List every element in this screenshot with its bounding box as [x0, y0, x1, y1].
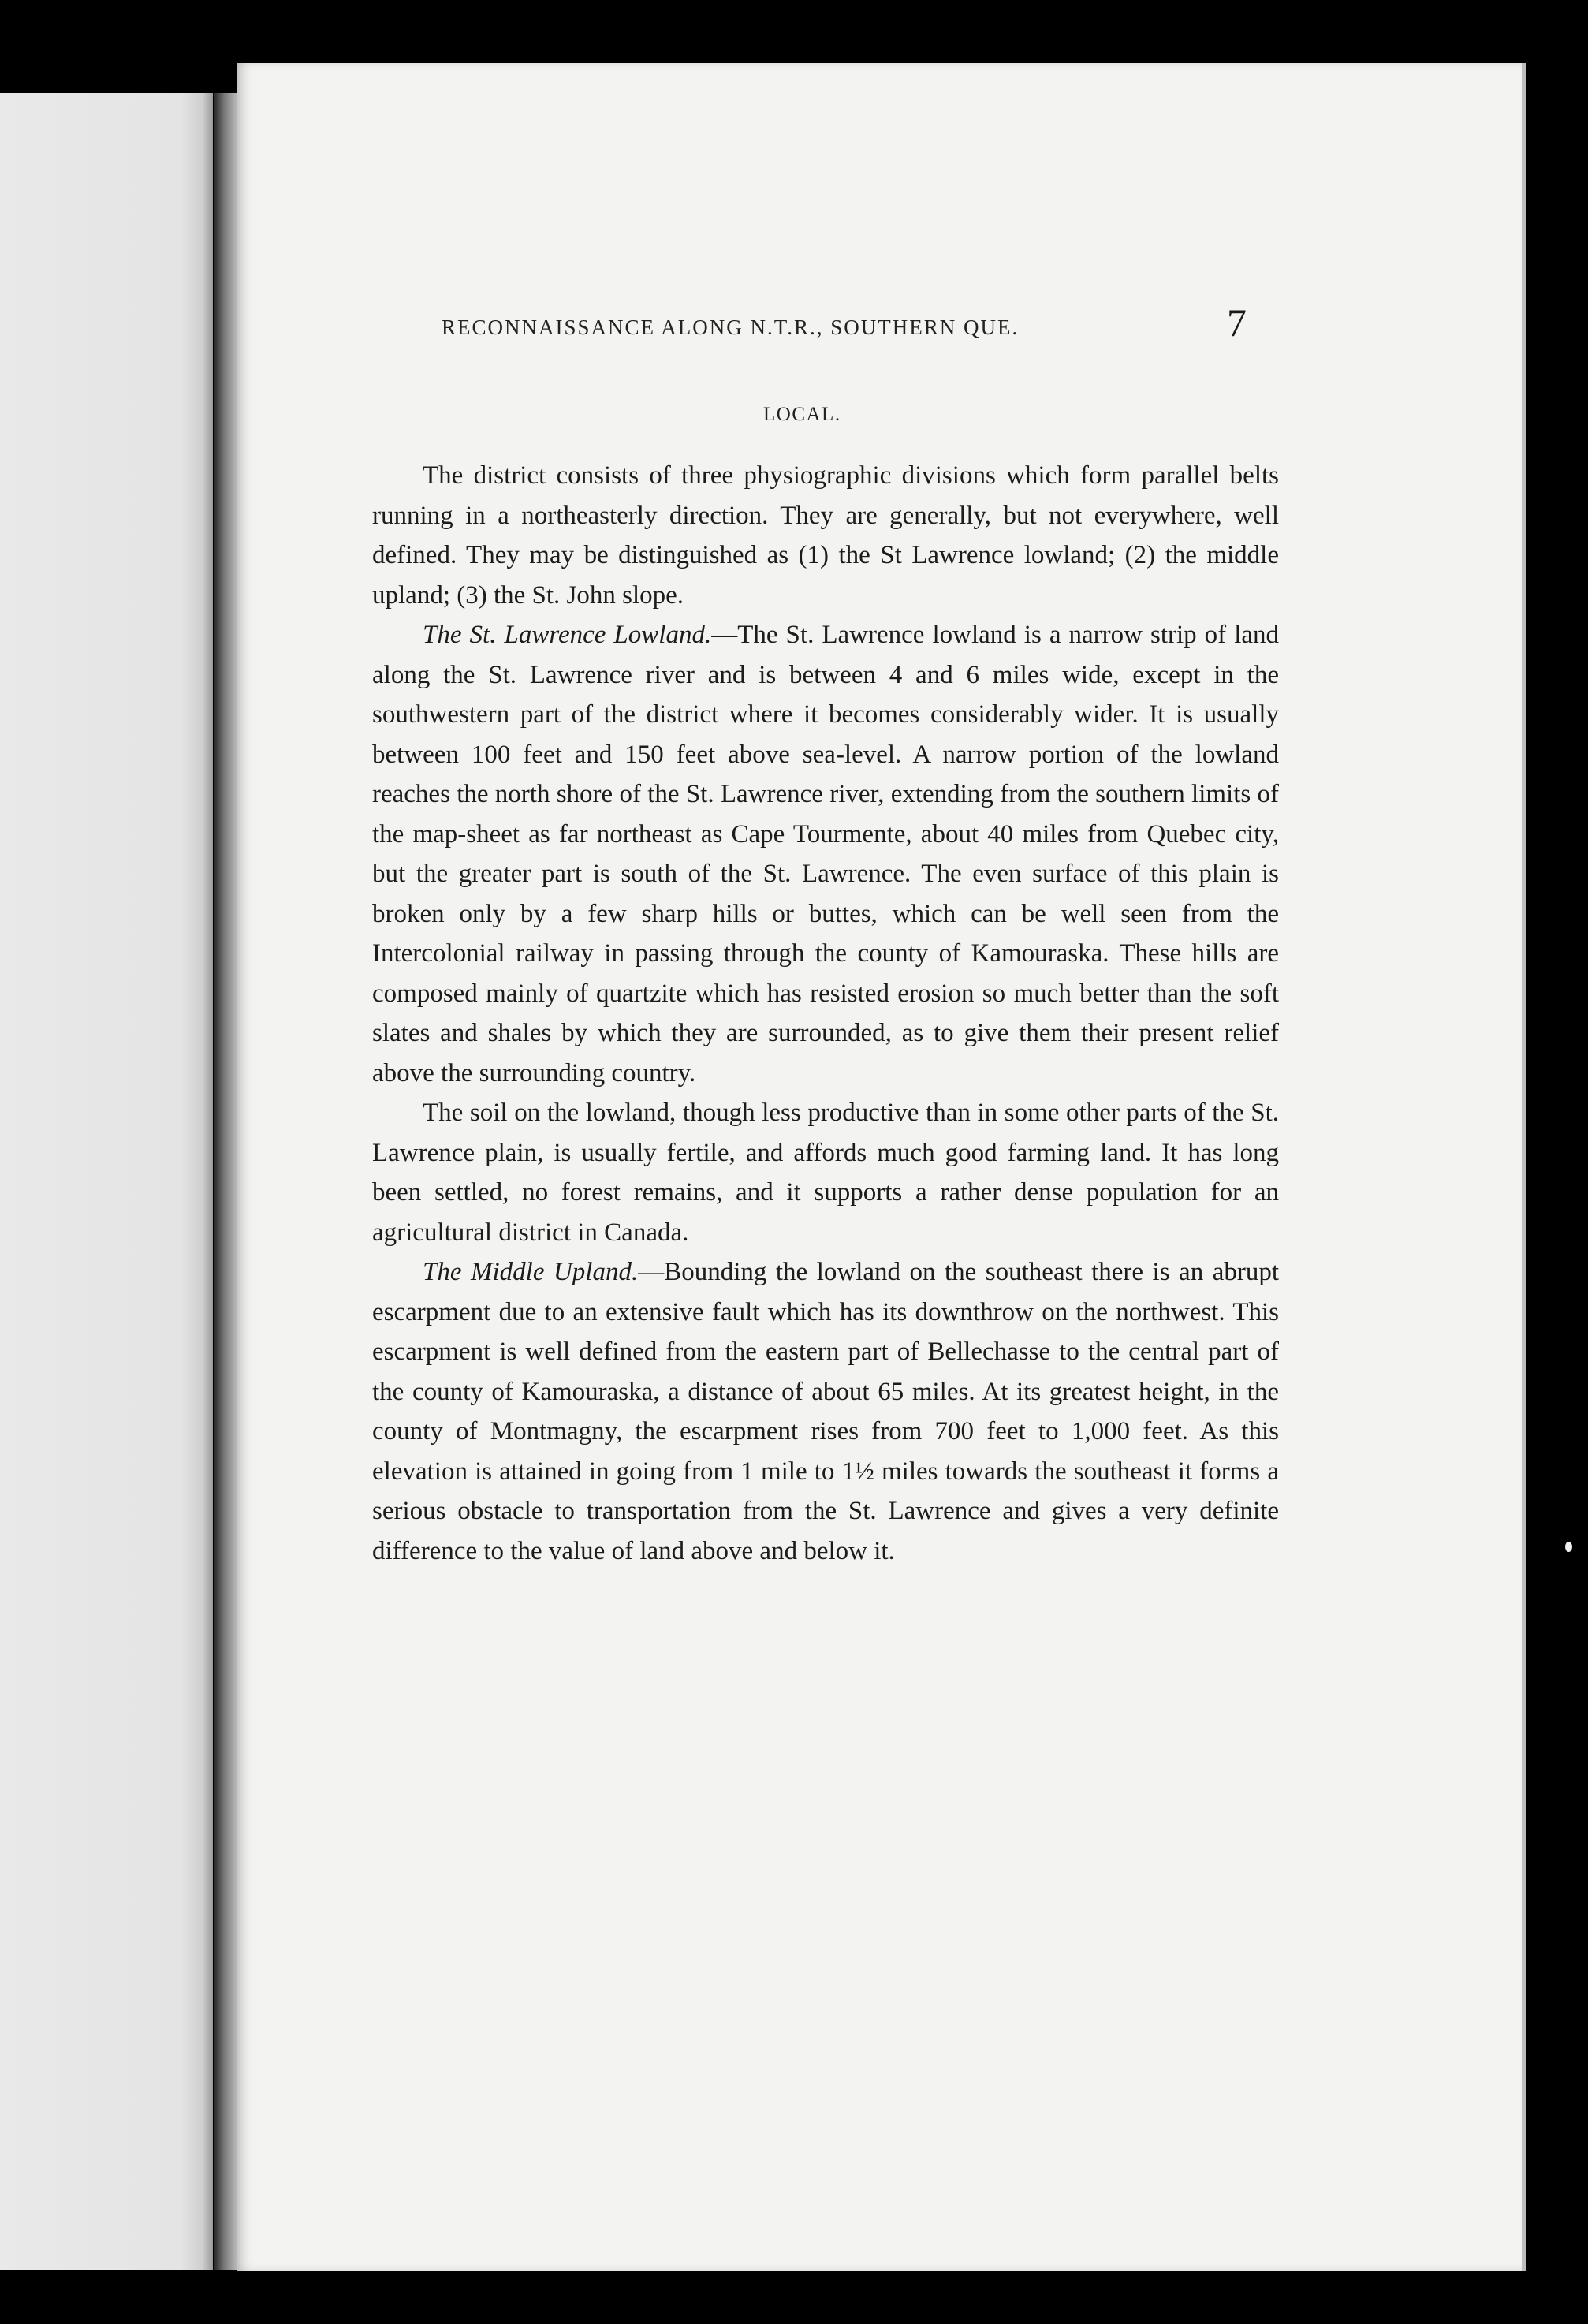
paragraph — [372, 1093, 1279, 1252]
scan-speck — [1565, 1542, 1572, 1552]
section-title: LOCAL. — [763, 404, 841, 425]
paragraph-text: —Bounding the lowland on the southeast there is an abrupt escarpment due to an extensive fault which has its downthrow on the northwest. This escarpment is well defined from the eastern part of Bellechasse to the central part of the county of Kamouraska, a distance of about 65 miles. At its greatest height, in the county of Montmagny, the escarpment rises from 700 feet to 1,000 feet. As this elevation is attained in going from 1 mile to 1½ miles towards the southeast it forms a serious obstacle to transportation from the St. Lawrence and gives a very definite difference to the value of land above and below it. — [372, 1258, 1279, 1565]
body-text — [372, 456, 1279, 1571]
facing-page-edge — [0, 93, 213, 2270]
paragraph — [372, 615, 1279, 1093]
paragraph-text: —The St. Lawrence lowland is a narrow strip of land along the St. Lawrence river and is between 4 and 6 miles wide, except in the southwestern part of the district where it becomes considerably wider. It is usually between 100 feet and 150 feet above sea-level. A narrow portion of the lowland reaches the north shore of the St. Lawrence river, extending from the southern limits of the map-sheet as far northeast as Cape Tourmente, about 40 miles from Quebec city, but the greater part is south of the St. Lawrence. The even surface of this plain is broken only by a few sharp hills or buttes, which can be well seen from the Intercolonial railway in passing through the county of Kamouraska. These hills are composed mainly of quartzite which has resisted erosion so much better than the soft slates and shales by which they are surrounded, as to give them their present relief above the surrounding country. — [372, 621, 1280, 1087]
running-header: RECONNAISSANCE ALONG N.T.R., SOUTHERN QUE. — [442, 315, 1020, 339]
paragraph-text: The district consists of three physiographic divisions which form parallel belts running in a northeasterly direction. They are generally, but not everywhere, well defined. They may be distinguished as (1) the St Lawrence lowland; (2) the middle upland; (3) the St. John slope. — [372, 461, 1279, 610]
paragraph-lead: The St. Lawrence Lowland. — [423, 621, 712, 649]
paragraph-lead: The Middle Upland. — [423, 1258, 639, 1286]
page-number: 7 — [1227, 300, 1247, 345]
paragraph — [372, 1252, 1279, 1571]
paragraph-text: The soil on the lowland, though less productive than in some other parts of the St. Lawrence plain, is usually fertile, and affords much good farming land. It has long been settled, no forest remains, and it supports a rather dense population for an agricultural district in Canada. — [372, 1099, 1279, 1247]
paragraph — [372, 456, 1279, 615]
page-edge — [1522, 63, 1526, 2271]
